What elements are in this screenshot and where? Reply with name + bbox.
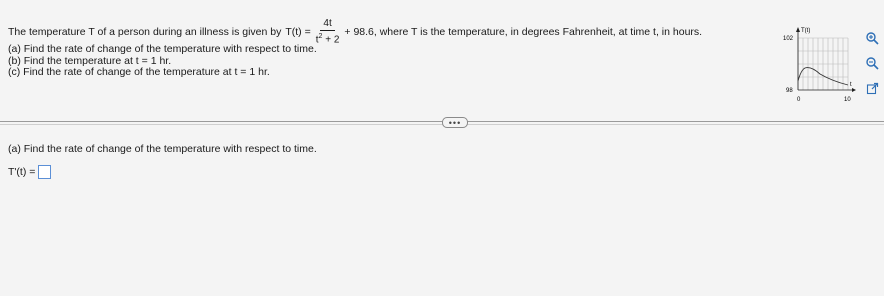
problem-parts	[8, 44, 317, 79]
part-a: (a) Find the rate of change of the temperature with respect to time.	[8, 43, 317, 55]
graph-grid	[798, 38, 848, 90]
x-axis-arrow	[852, 88, 856, 92]
zoom-out-button[interactable]	[864, 55, 880, 71]
zoom-in-button[interactable]	[864, 30, 880, 46]
question-text: (a) Find the rate of change of the temperature with respect to time.	[8, 143, 317, 155]
popout-button[interactable]	[864, 80, 880, 96]
x-tick-left: 0	[797, 97, 801, 103]
x-tick-right: 10	[844, 97, 851, 103]
graph-svg	[780, 24, 860, 110]
function-lhs: T(t) =	[285, 26, 311, 39]
den-rest: + 2	[322, 34, 340, 46]
part-c: (c) Find the rate of change of the temperature at t = 1 hr.	[8, 66, 270, 78]
problem-rest: + 98.6, where T is the temperature, in degrees Fahrenheit, at time t, in hours.	[344, 26, 703, 39]
y-axis-arrow	[796, 27, 800, 32]
answer-input[interactable]	[38, 165, 51, 179]
y-tick-top: 102	[783, 36, 794, 42]
function-fraction	[313, 18, 343, 46]
external-link-icon	[866, 82, 879, 95]
zoom-out-icon	[865, 56, 879, 70]
zoom-in-icon	[865, 31, 879, 45]
answer-prefix: T'(t) =	[8, 166, 36, 178]
den-base: t	[315, 34, 319, 46]
part-b: (b) Find the temperature at t = 1 hr.	[8, 54, 172, 67]
fraction-denominator	[313, 31, 343, 46]
den-exponent: 2	[318, 33, 323, 40]
answer-row	[8, 165, 51, 179]
temperature-graph[interactable]	[780, 24, 860, 110]
expand-more-button[interactable]: •••	[442, 117, 468, 128]
problem-intro: The temperature T of a person during an illness is given by	[8, 26, 282, 39]
y-tick-bottom: 98	[786, 88, 793, 94]
x-axis-label: t	[850, 82, 852, 88]
fraction-numerator: 4t	[320, 18, 334, 31]
y-axis-label: T(t)	[801, 28, 811, 34]
